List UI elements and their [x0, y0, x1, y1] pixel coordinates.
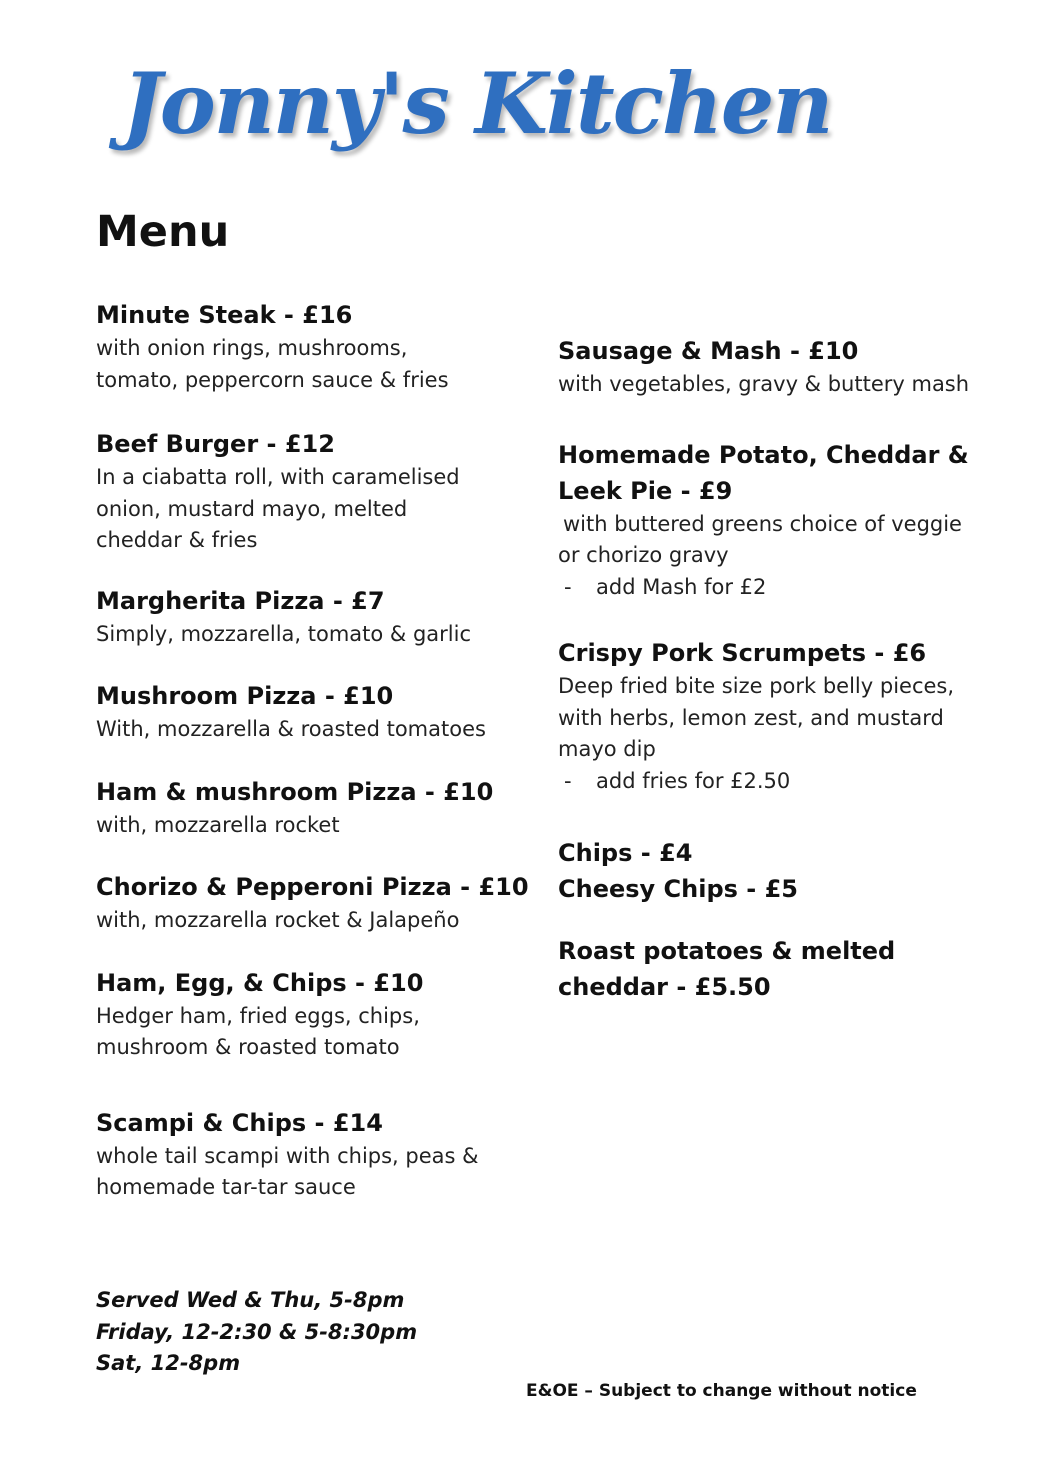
item-title: Chorizo & Pepperoni Pizza - £10: [96, 873, 529, 901]
item-description: or chorizo gravy: [558, 543, 729, 567]
menu-item-ham-egg-chips: [96, 965, 536, 1064]
menu-item-potato-cheddar-leek-pie: [558, 437, 998, 604]
menu-item-roast-potatoes: [558, 933, 998, 1005]
item-title: Beef Burger - £12: [96, 430, 335, 458]
item-addon: [558, 572, 998, 604]
menu-right-column: [558, 333, 998, 1005]
hours-line: Served Wed & Thu, 5-8pm: [96, 1288, 405, 1312]
hours-line: Sat, 12-8pm: [96, 1351, 241, 1375]
item-title: Ham & mushroom Pizza - £10: [96, 777, 494, 806]
item-description: tomato, peppercorn sauce & fries: [96, 367, 449, 392]
item-title: Chips - £4: [558, 839, 693, 867]
menu-item-sausage-mash: [558, 333, 998, 401]
item-title: cheddar - £5.50: [558, 973, 771, 1001]
item-addon: [558, 766, 998, 798]
opening-hours: [96, 1285, 417, 1380]
addon-dash: -: [564, 574, 572, 599]
item-title: Ham, Egg, & Chips - £10: [96, 968, 424, 997]
item-description: mayo dip: [558, 737, 656, 761]
menu-item-scampi-chips: [96, 1105, 536, 1204]
hours-line: Friday, 12-2:30 & 5-8:30pm: [96, 1319, 418, 1344]
item-description: homemade tar-tar sauce: [96, 1175, 356, 1199]
menu-item-chorizo-pepperoni-pizza: [96, 869, 536, 937]
item-title: Roast potatoes & melted: [558, 937, 896, 965]
item-title: Cheesy Chips - £5: [558, 875, 798, 903]
menu-item-beef-burger: [96, 426, 536, 557]
disclaimer: E&OE – Subject to change without notice: [526, 1381, 917, 1401]
menu-item-margherita-pizza: [96, 583, 536, 651]
item-description: with vegetables, gravy & buttery mash: [558, 372, 970, 396]
item-description: with, mozzarella rocket & Jalapeño: [96, 908, 460, 932]
item-description: Deep fried bite size pork belly pieces,: [558, 674, 955, 698]
item-title: Scampi & Chips - £14: [96, 1108, 383, 1137]
menu-item-chips: [558, 835, 998, 907]
item-title: Mushroom Pizza - £10: [96, 682, 394, 710]
restaurant-logo: Jonny's Kitchen: [122, 54, 832, 153]
menu-item-mushroom-pizza: [96, 678, 536, 746]
addon-dash: -: [564, 768, 572, 793]
menu-item-ham-mushroom-pizza: [96, 774, 536, 842]
item-description: whole tail scampi with chips, peas &: [96, 1143, 479, 1168]
menu-left-column: [96, 297, 536, 1204]
item-title: Leek Pie - £9: [558, 476, 733, 505]
item-description: with, mozzarella rocket: [96, 812, 340, 837]
item-title: Minute Steak - £16: [96, 301, 353, 329]
item-description: with herbs, lemon zest, and mustard: [558, 705, 944, 730]
item-description: Hedger ham, fried eggs, chips,: [96, 1003, 420, 1028]
item-title: Crispy Pork Scrumpets - £6: [558, 639, 927, 667]
item-description: mushroom & roasted tomato: [96, 1035, 400, 1059]
item-description: Simply, mozzarella, tomato & garlic: [96, 621, 472, 646]
item-description: with onion rings, mushrooms,: [96, 336, 408, 360]
menu-item-crispy-pork-scrumpets: [558, 635, 998, 797]
addon-text: add fries for £2.50: [596, 768, 791, 793]
item-description: with buttered greens choice of veggie: [563, 511, 962, 536]
item-title: Homemade Potato, Cheddar &: [558, 440, 969, 469]
item-description: cheddar & fries: [96, 528, 258, 552]
menu-title: Menu: [96, 207, 230, 257]
item-title: Margherita Pizza - £7: [96, 586, 385, 615]
item-description: In a ciabatta roll, with caramelised: [96, 465, 460, 489]
item-description: onion, mustard mayo, melted: [96, 496, 408, 521]
menu-item-minute-steak: [96, 297, 536, 396]
item-title: Sausage & Mash - £10: [558, 337, 859, 365]
addon-text: add Mash for £2: [596, 574, 767, 599]
item-description: With, mozzarella & roasted tomatoes: [96, 717, 486, 741]
